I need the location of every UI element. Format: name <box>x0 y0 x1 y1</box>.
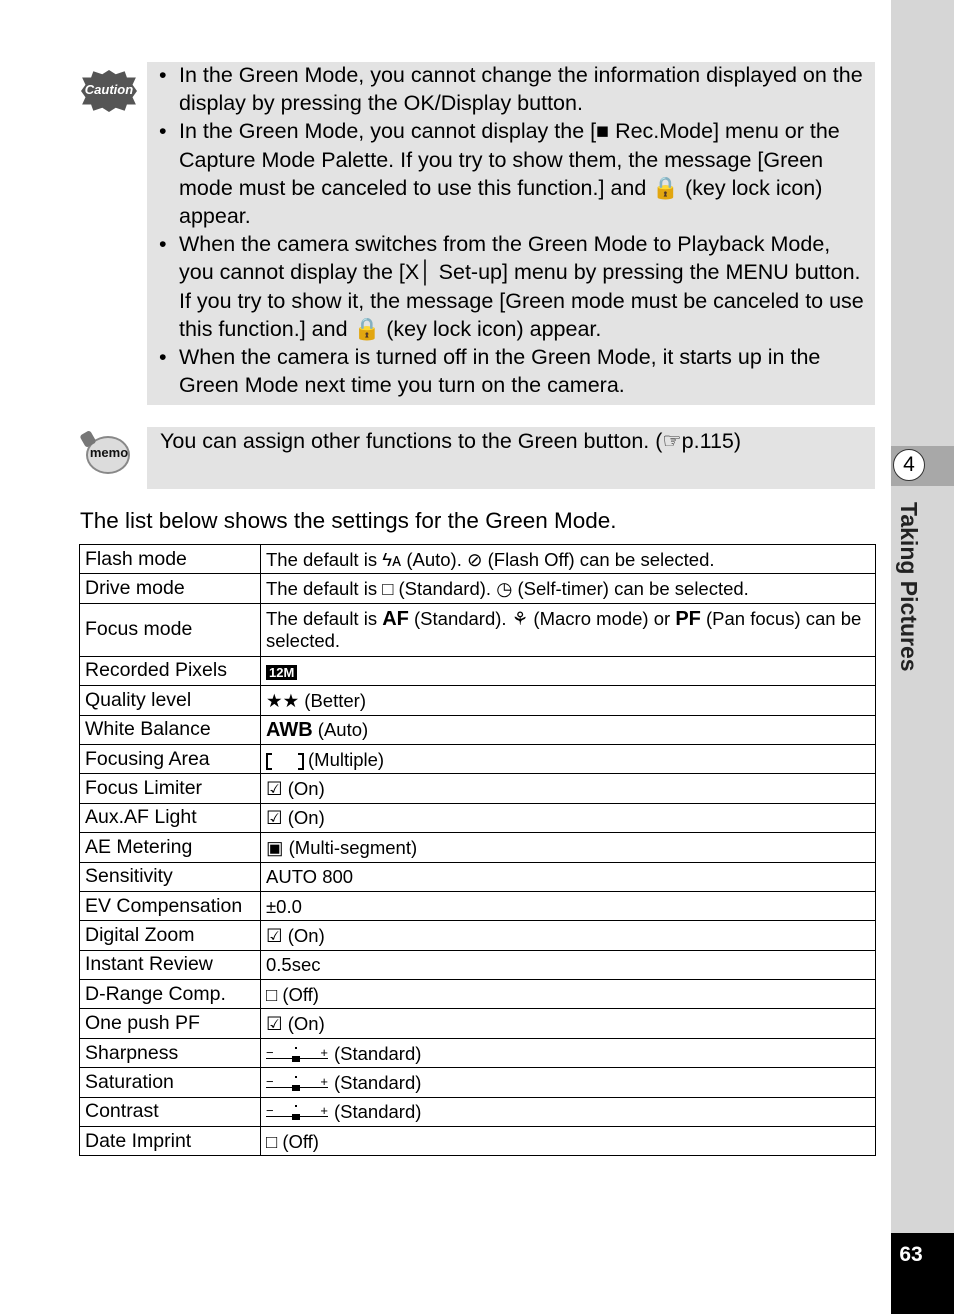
table-row <box>80 574 876 603</box>
caution-icon: Caution <box>81 70 137 112</box>
macro-icon: ⚘ <box>511 608 529 630</box>
setting-value: ☑ (On) <box>261 803 876 832</box>
table-row <box>80 803 876 832</box>
table-row <box>80 980 876 1009</box>
af-icon: AF <box>382 608 409 631</box>
table-row <box>80 1127 876 1156</box>
setting-name: Sensitivity <box>80 862 261 891</box>
caution-item: • In the Green Mode, you cannot display the [■ Rec.Mode] menu or the Capture Mode Palette. If you try to show them, the message [Green mode must be canceled to use this function.] and 🔒 (key lock icon) appear. <box>159 117 865 230</box>
caution-item: • When the camera switches from the Green Mode to Playback Mode, you cannot display the [X│ Set-up] menu by pressing the MENU button. If you try to show it, the message [Green mode must be canceled to use this function.] and 🔒 (key lock icon) appear. <box>159 230 865 343</box>
setting-value: AWB (Auto) <box>261 715 876 744</box>
setting-value: AUTO 800 <box>261 862 876 891</box>
table-row <box>80 950 876 979</box>
standard-slider-icon: − + <box>266 1074 328 1090</box>
setting-name: AE Metering <box>80 833 261 862</box>
caution-item: • When the camera is turned off in the Green Mode, it starts up in the Green Mode next time you turn on the camera. <box>159 343 865 399</box>
pf-icon: PF <box>675 608 701 631</box>
table-row <box>80 921 876 950</box>
setting-value: − + (Standard) <box>261 1068 876 1097</box>
setting-name: Quality level <box>80 686 261 715</box>
setting-name: Focus Limiter <box>80 774 261 803</box>
setting-name: D-Range Comp. <box>80 980 261 1009</box>
table-row <box>80 1097 876 1126</box>
table-row <box>80 715 876 744</box>
setting-value: □ (Off) <box>261 1127 876 1156</box>
setting-value: The default is ϟᴀ (Auto). ⊘ (Flash Off) can be selected. <box>261 545 876 574</box>
setting-name: Contrast <box>80 1097 261 1126</box>
multi-segment-metering-icon: ▣ <box>266 836 284 858</box>
setting-value: ▣ (Multi-segment) <box>261 833 876 862</box>
chapter-number: 4 <box>893 449 925 481</box>
setting-name: Date Imprint <box>80 1127 261 1156</box>
setting-name: Saturation <box>80 1068 261 1097</box>
page-number: 63 <box>899 1243 923 1266</box>
memo-icon: memo <box>80 432 132 476</box>
caution-list <box>159 61 865 399</box>
memo-text: You can assign other functions to the Green button. (☞p.115) <box>160 429 742 453</box>
setting-name: Flash mode <box>80 545 261 574</box>
awb-icon: AWB <box>266 718 313 741</box>
setting-value: ☑ (On) <box>261 921 876 950</box>
table-row <box>80 1038 876 1067</box>
setting-name: One push PF <box>80 1009 261 1038</box>
table-row <box>80 1009 876 1038</box>
setting-value: ±0.0 <box>261 891 876 920</box>
setting-value: ★★ (Better) <box>261 686 876 715</box>
setting-name: Focusing Area <box>80 744 261 773</box>
setting-name: Focus mode <box>80 603 261 656</box>
table-row <box>80 545 876 574</box>
setting-value: The default is AF (Standard). ⚘ (Macro mode) or PF (Pan focus) can be selected. <box>261 603 876 656</box>
setting-value: □ (Off) <box>261 980 876 1009</box>
setting-value: ☑ (On) <box>261 1009 876 1038</box>
standard-slider-icon: − + <box>266 1103 328 1119</box>
setting-name: Recorded Pixels <box>80 656 261 685</box>
setting-name: Drive mode <box>80 574 261 603</box>
green-mode-settings-table <box>79 544 876 1156</box>
caution-item: • In the Green Mode, you cannot change the information displayed on the display by pressing the OK/Display button. <box>159 61 865 117</box>
setting-value: − + (Standard) <box>261 1097 876 1126</box>
setting-name: Digital Zoom <box>80 921 261 950</box>
table-intro: The list below shows the settings for the Green Mode. <box>80 508 617 533</box>
setting-name: EV Compensation <box>80 891 261 920</box>
setting-value: The default is □ (Standard). ◷ (Self-timer) can be selected. <box>261 574 876 603</box>
multiple-focus-area-icon <box>266 753 304 768</box>
setting-value: ☑ (On) <box>261 774 876 803</box>
setting-name: Aux.AF Light <box>80 803 261 832</box>
table-row <box>80 656 876 685</box>
setting-value <box>261 656 876 685</box>
setting-value: (Multiple) <box>261 744 876 773</box>
standard-slider-icon: − + <box>266 1044 328 1060</box>
table-row <box>80 603 876 656</box>
setting-name: Instant Review <box>80 950 261 979</box>
table-row <box>80 891 876 920</box>
table-row <box>80 833 876 862</box>
setting-name: Sharpness <box>80 1038 261 1067</box>
setting-name: White Balance <box>80 715 261 744</box>
recorded-pixels-12m-icon: 12M <box>266 665 297 680</box>
setting-value: − + (Standard) <box>261 1038 876 1067</box>
chapter-title: Taking Pictures <box>896 502 922 672</box>
table-row <box>80 1068 876 1097</box>
table-row <box>80 686 876 715</box>
table-row <box>80 744 876 773</box>
setting-value: 0.5sec <box>261 950 876 979</box>
table-row <box>80 862 876 891</box>
table-row <box>80 774 876 803</box>
